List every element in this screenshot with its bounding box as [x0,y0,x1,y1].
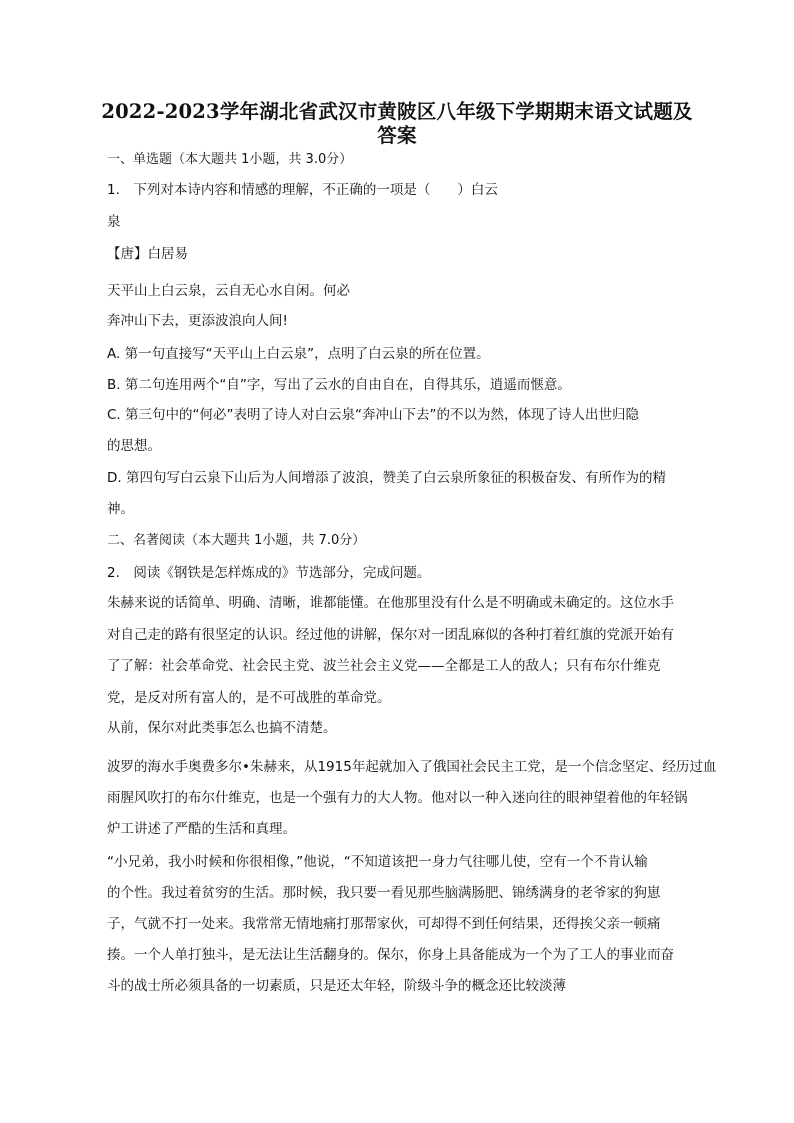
passage-line: 的个性。我过着贫穷的生活。那时候，我只要一看见那些脑满肠肥、锦绣满身的老爷家的狗崽 [107,885,661,901]
section-heading-single-choice: 一、单选题（本大题共 1小题，共 3.0分） [107,152,353,167]
poem-line-2: 奔冲山下去，更添波浪向人间! [107,313,288,329]
document-title-line-1: 2022-2023学年湖北省武汉市黄陂区八年级下学期期末语文试题及 [101,100,693,123]
option-b: B. 第二句连用两个“自”字，写出了云水的自由自在，自得其乐，逍遥而惬意。 [107,377,571,393]
passage-line: “小兄弟，我小时候和你很相像，”他说，“不知道该把一身力气往哪儿使，空有一个不肯认输 [107,854,648,870]
section-heading-classics-reading: 二、名著阅读（本大题共 1小题，共 7.0分） [107,533,366,548]
passage-line: 波罗的海水手奥费多尔•朱赫来，从1915年起就加入了俄国社会民主工党，是一个信念坚定、经历过血 [107,759,717,775]
passage-line: 对自己走的路有很坚定的认识。经过他的讲解，保尔对一团乱麻似的各种打着红旗的党派开始有 [107,627,674,643]
passage-line: 子，气就不打一处来。我常常无情地痛打那帮家伙，可却得不到任何结果，还得挨父亲一顿痛 [107,916,661,932]
poem-author: 【唐】白居易 [107,246,188,262]
poem-line-1: 天平山上白云泉，云自无心水自闲。何必 [107,283,350,299]
poem-title-continuation: 泉 [107,214,121,230]
document-title-line-2: 答案 [377,124,417,147]
option-a: A. 第一句直接写“天平山上白云泉”，点明了白云泉的所在位置。 [107,346,490,362]
option-d-line-1: D. 第四句写白云泉下山后为人间增添了波浪，赞美了白云泉所象征的积极奋发、有所作为的精 [107,470,666,486]
passage-line: 雨腥风吹打的布尔什维克，也是一个强有力的大人物。他对以一种入迷向往的眼神望着他的年轻锅 [107,790,688,806]
question-2-stem: 2. 阅读《钢铁是怎样炼成的》节选部分，完成问题。 [107,565,431,581]
question-1-stem: 1. 下列对本诗内容和情感的理解，不正确的一项是（ ）白云 [107,182,498,198]
passage-line: 了了解：社会革命党、社会民主党、波兰社会主义党——全都是工人的敌人；只有布尔什维克 [107,658,661,674]
option-c-line-2: 的思想。 [107,438,161,454]
option-d-line-2: 神。 [107,501,134,517]
passage-line: 从前，保尔对此类事怎么也搞不清楚。 [107,720,337,736]
passage-line: 党，是反对所有富人的，是不可战胜的革命党。 [107,690,391,706]
passage-line: 朱赫来说的话简单、明确、清晰，谁都能懂。在他那里没有什么是不明确或未确定的。这位水手 [107,595,674,611]
option-c-line-1: C. 第三句中的“何必”表明了诗人对白云泉“奔冲山下去”的不以为然，体现了诗人出世归隐 [107,407,639,423]
passage-line: 斗的战士所必须具备的一切素质，只是还太年轻，阶级斗争的概念还比较淡薄 [107,978,566,994]
passage-line: 炉工讲述了严酷的生活和真理。 [107,821,296,837]
passage-line: 揍。一个人单打独斗，是无法让生活翻身的。保尔，你身上具备能成为一个为了工人的事业而奋 [107,947,674,963]
